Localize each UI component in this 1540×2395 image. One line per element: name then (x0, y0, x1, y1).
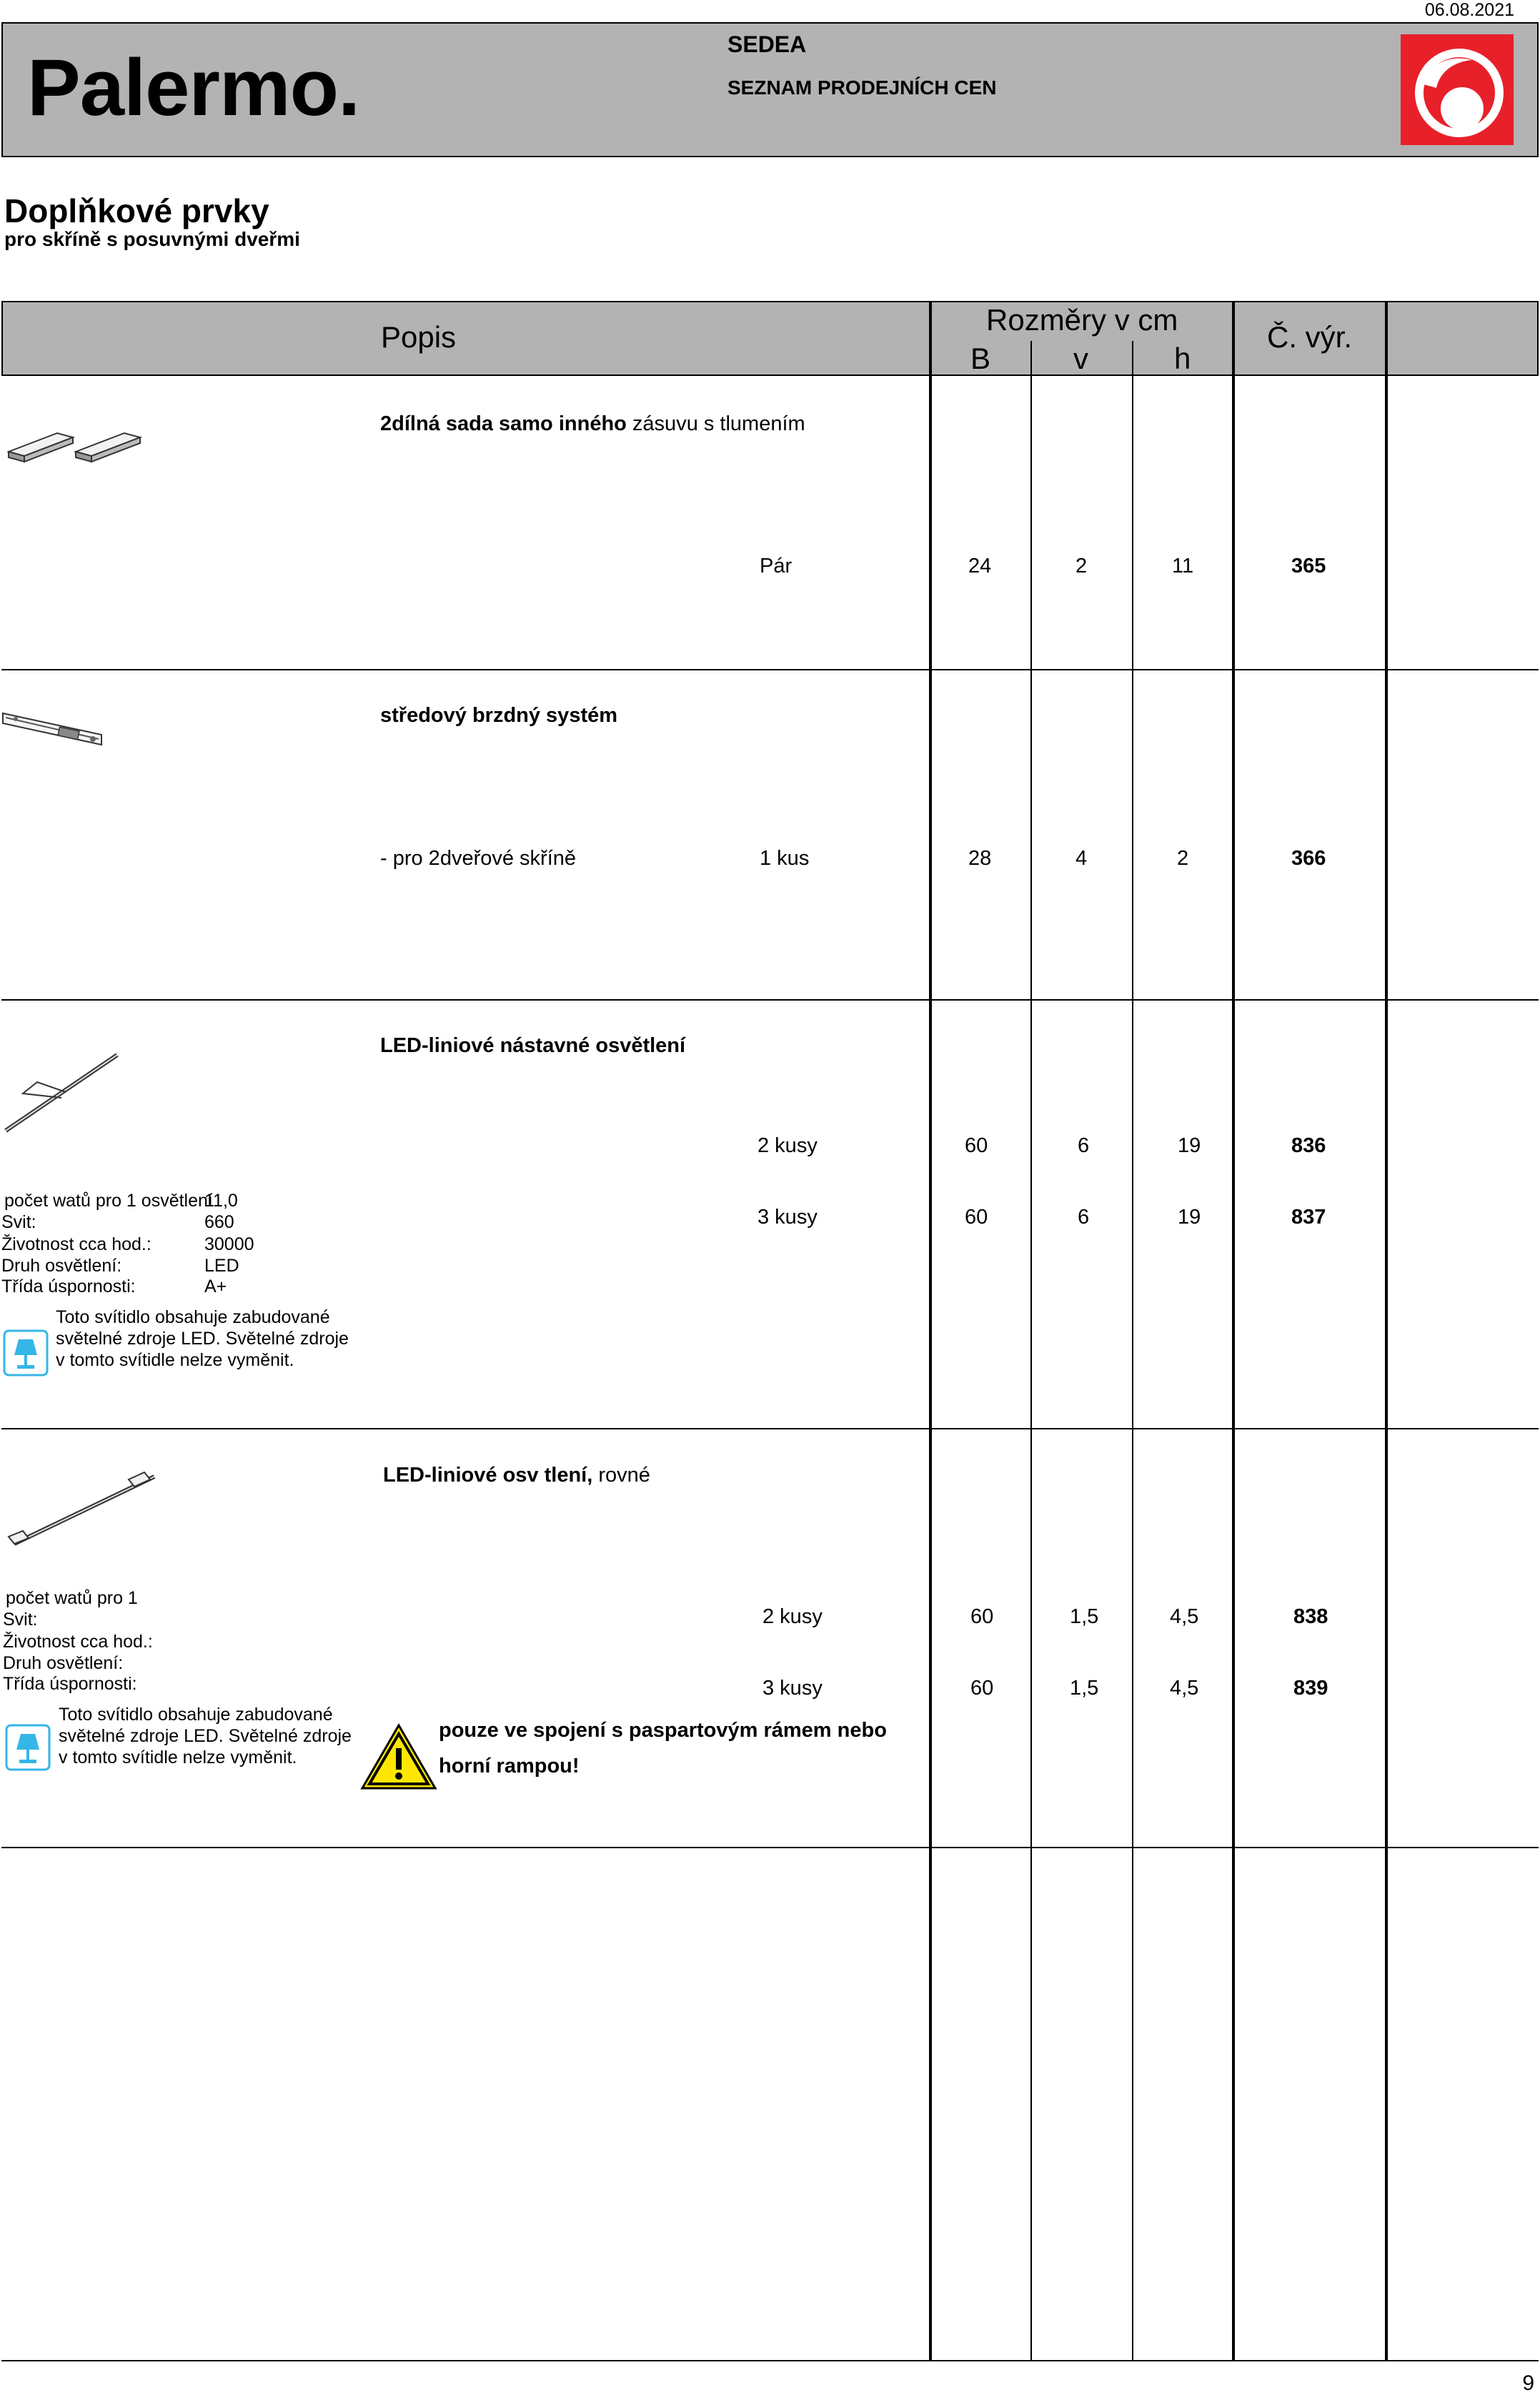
warning-text: pouze ve spojení s paspartovým rámem nebo horní rampou! (439, 1719, 887, 1777)
col-divider-v (1132, 341, 1133, 2361)
spec-label: Svit: (1, 1212, 36, 1232)
item-h: 4,5 (1170, 1605, 1199, 1628)
item-unit: 3 kusy (762, 1677, 823, 1700)
spec-value: A+ (204, 1276, 227, 1296)
item-v: 1,5 (1070, 1677, 1099, 1700)
item-title-bold: LED-liniové osv tlení, (383, 1464, 593, 1487)
item-v: 2 (1075, 555, 1088, 577)
section-subtitle: pro skříně s posuvnými dveřmi (4, 228, 300, 250)
spec-label: Druh osvětlení: (3, 1653, 124, 1673)
item-title-rest: zásuvu s tlumením (626, 412, 805, 435)
header-b: B (970, 342, 991, 375)
item-code: 837 (1291, 1206, 1326, 1229)
lamp-icon (4, 1724, 51, 1771)
item-h: 19 (1178, 1206, 1201, 1229)
item-code: 366 (1291, 847, 1326, 870)
spec-label: počet watů pro 1 osvětlení (4, 1191, 213, 1211)
item-v: 4 (1075, 847, 1088, 870)
item-b: 60 (965, 1206, 988, 1229)
item-title-rest: rovné (592, 1464, 650, 1487)
row-separator (1, 1428, 1539, 1429)
spec-label: Druh osvětlení: (1, 1256, 122, 1276)
spec-label: počet watů pro 1 (6, 1588, 138, 1608)
col-divider-popis (929, 301, 932, 2361)
spec-label: Životnost cca hod.: (3, 1632, 153, 1652)
row-separator (1, 669, 1539, 670)
item-unit: 3 kusy (757, 1206, 818, 1229)
company-name: SEDEA (727, 31, 807, 57)
row-separator (1, 1847, 1539, 1848)
item-unit: Pár (760, 555, 793, 577)
item-h: 2 (1177, 847, 1189, 870)
item-v: 6 (1078, 1134, 1090, 1157)
spec-value: 11,0 (204, 1191, 238, 1211)
item-v: 1,5 (1070, 1605, 1099, 1628)
row-separator (1, 2360, 1539, 2361)
led-attach-light-image (1, 1051, 121, 1136)
spec-label: Třída úspornosti: (1, 1276, 136, 1296)
item-b: 60 (970, 1605, 994, 1628)
col-divider-b (1030, 341, 1032, 2361)
warning-triangle-icon (359, 1722, 438, 1791)
brake-rail-image (1, 708, 106, 750)
header-popis: Popis (381, 320, 457, 354)
row-separator (1, 999, 1539, 1001)
item-b: 28 (968, 847, 992, 870)
item-code: 838 (1293, 1605, 1328, 1628)
item-code: 836 (1291, 1134, 1326, 1157)
led-straight-light-image (7, 1469, 157, 1549)
brand-title: Palermo. (27, 43, 360, 132)
col-divider-code (1385, 301, 1388, 2361)
spec-label: Životnost cca hod.: (1, 1234, 151, 1254)
col-divider-h (1232, 301, 1235, 2361)
spec-value: 30000 (204, 1234, 254, 1254)
item-v: 6 (1078, 1206, 1090, 1229)
led-note: Toto svítidlo obsahuje zabudované světelné zdroje LED. Světelné zdroje v tomto svítidle nelze vyměnit. (59, 1705, 352, 1767)
item-b: 24 (968, 555, 992, 577)
item-h: 19 (1178, 1134, 1201, 1157)
item-code: 839 (1293, 1677, 1328, 1700)
item-unit: 1 kus (760, 847, 810, 870)
item-title: středový brzdný systém (380, 704, 618, 727)
item-title (383, 1464, 650, 1487)
item-desc: - pro 2dveřové skříně (380, 847, 577, 870)
header-h: h (1174, 342, 1191, 375)
item-unit: 2 kusy (757, 1134, 818, 1157)
soft-close-pair-image (7, 427, 143, 473)
page-number: 9 (1522, 2371, 1534, 2395)
item-code: 365 (1291, 555, 1326, 577)
spec-value: 660 (204, 1212, 234, 1232)
red-circle-logo (1401, 34, 1514, 145)
print-date: 06.08.2021 (1424, 0, 1514, 20)
led-note: Toto svítidlo obsahuje zabudované světelné zdroje LED. Světelné zdroje v tomto svítidle nelze vyměnit. (56, 1307, 349, 1370)
item-title-bold: 2dílná sada samo inného (380, 412, 627, 435)
spec-label: Svit: (3, 1610, 38, 1630)
item-unit: 2 kusy (762, 1605, 823, 1628)
item-title: LED-liniové nástavné osvětlení (380, 1034, 686, 1057)
spec-label: Třída úspornosti: (3, 1674, 137, 1694)
header-code: Č. výr. (1267, 320, 1353, 354)
header-dimensions: Rozměry v cm (986, 303, 1178, 337)
section-title: Doplňkové prvky (4, 192, 269, 229)
header-v: v (1073, 342, 1088, 375)
item-h: 11 (1172, 555, 1194, 577)
price-list-name: SEZNAM PRODEJNÍCH CEN (727, 76, 997, 99)
item-b: 60 (970, 1677, 994, 1700)
item-title (380, 412, 805, 436)
lamp-icon (3, 1329, 49, 1377)
item-b: 60 (965, 1134, 988, 1157)
spec-value: LED (204, 1256, 239, 1276)
item-h: 4,5 (1170, 1677, 1199, 1700)
